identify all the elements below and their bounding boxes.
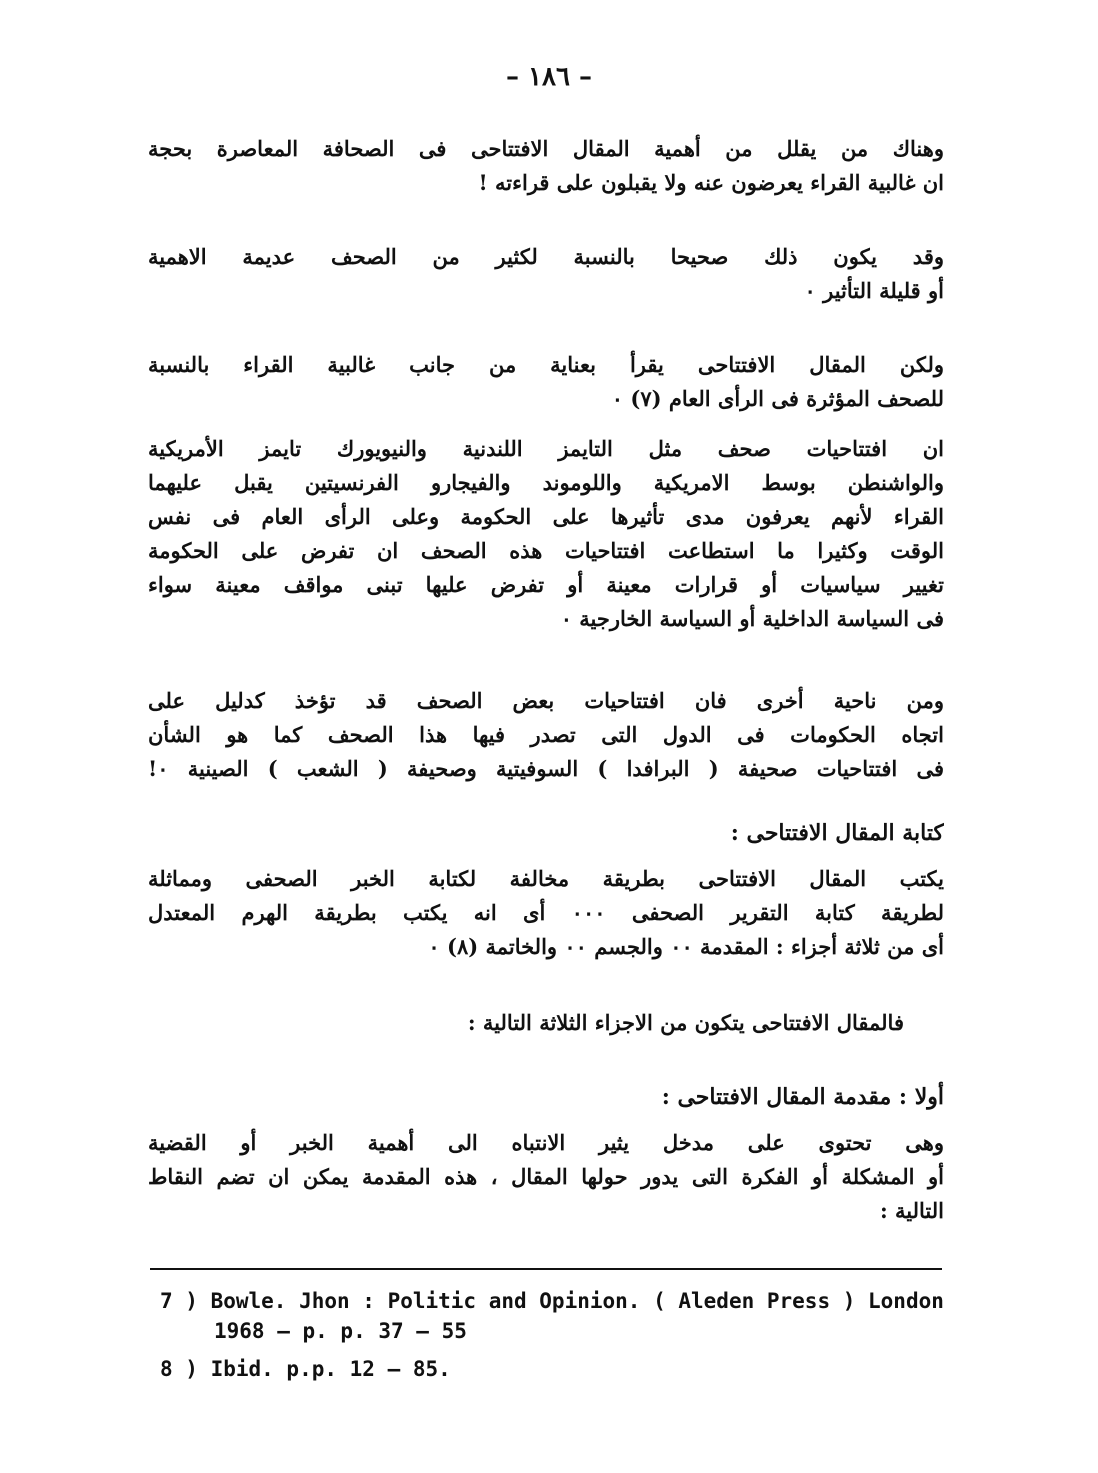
text-line: تغيير سياسيات أو قرارات معينة أو تفرض عليها تبنى مواقف معينة سواء bbox=[148, 572, 944, 597]
paragraph-6 bbox=[148, 862, 944, 964]
text-line: وقد يكون ذلك صحيحا بالنسبة لكثير من الصحف عديمة الاهمية bbox=[148, 244, 944, 269]
paragraph-7 bbox=[148, 1006, 944, 1040]
paragraph-1 bbox=[148, 132, 944, 200]
text-line: الوقت وكثيرا ما استطاعت افتتاحيات هذه الصحف ان تفرض على الحكومة bbox=[148, 538, 944, 563]
text-line: ان افتتاحيات صحف مثل التايمز اللندنية والنيويورك تايمز الأمريكية bbox=[148, 436, 944, 461]
text-line: ولكن المقال الافتتاحى يقرأ بعناية من جانب غالبية القراء بالنسبة bbox=[148, 352, 944, 377]
footnote-line: 1968 — p. p. 37 — 55 bbox=[214, 1319, 467, 1343]
text-line: للصحف المؤثرة فى الرأى العام (٧) ٠ bbox=[611, 386, 944, 411]
text-line: فالمقال الافتتاحى يتكون من الاجزاء الثلاثة التالية : bbox=[467, 1010, 904, 1035]
text-line: فى السياسة الداخلية أو السياسة الخارجية ٠ bbox=[560, 606, 944, 631]
footnote-line: 8 ) Ibid. p.p. 12 — 85. bbox=[160, 1357, 451, 1381]
text-line: وهناك من يقلل من أهمية المقال الافتتاحى فى الصحافة المعاصرة بحجة bbox=[148, 136, 944, 161]
text-line: أو قليلة التأثير ٠ bbox=[804, 278, 944, 303]
text-line: القراء لأنهم يعرفون مدى تأثيرها على الحكومة وعلى الرأى العام فى نفس bbox=[148, 504, 944, 529]
paragraph-2 bbox=[148, 240, 944, 308]
text-line: ومن ناحية أخرى فان افتتاحيات بعض الصحف قد تؤخذ كدليل على bbox=[148, 688, 944, 713]
paragraph-5 bbox=[148, 684, 944, 786]
text-line: التالية : bbox=[879, 1198, 944, 1223]
footnote-line: 7 ) Bowle. Jhon : Politic and Opinion. ( Aleden Press ) London bbox=[160, 1289, 944, 1313]
text-line: أو المشكلة أو الفكرة التى يدور حولها المقال ، هذه المقدمة يمكن ان تضم النقاط bbox=[148, 1164, 944, 1189]
section-heading-1 bbox=[148, 816, 944, 850]
section-heading-2 bbox=[148, 1080, 944, 1114]
paragraph-4 bbox=[148, 432, 944, 636]
paragraph-8 bbox=[148, 1126, 944, 1228]
text-line: يكتب المقال الافتتاحى بطريقة مخالفة لكتابة الخبر الصحفى ومماثلة bbox=[148, 866, 944, 891]
footnotes bbox=[160, 1286, 950, 1384]
section-heading: كتابة المقال الافتتاحى : bbox=[730, 820, 944, 846]
text-line: ان غالبية القراء يعرضون عنه ولا يقبلون على قراءته ! bbox=[478, 170, 944, 195]
text-line: فى افتتاحيات صحيفة ( البرافدا ) السوفيتية وصحيفة ( الشعب ) الصينية ٠! bbox=[148, 756, 944, 781]
text-line: أى من ثلاثة أجزاء : المقدمة ٠٠ والجسم ٠٠ والخاتمة (٨) ٠ bbox=[428, 934, 944, 959]
section-heading: أولا : مقدمة المقال الافتتاحى : bbox=[661, 1084, 944, 1110]
text-line: اتجاه الحكومات فى الدول التى تصدر فيها هذا الصحف كما هو الشأن bbox=[148, 722, 944, 747]
text-line: وهى تحتوى على مدخل يثير الانتباه الى أهمية الخبر أو القضية bbox=[148, 1130, 944, 1155]
text-line: لطريقة كتابة التقرير الصحفى ٠٠٠ أى انه يكتب بطريقة الهرم المعتدل bbox=[148, 900, 944, 925]
text-line: والواشنطن بوسط الامريكية واللوموند والفيجارو الفرنسيتين يقبل عليهما bbox=[148, 470, 944, 495]
footnote-divider bbox=[150, 1268, 942, 1270]
paragraph-3 bbox=[148, 348, 944, 416]
page-number: – ١٨٦ – bbox=[505, 62, 593, 92]
